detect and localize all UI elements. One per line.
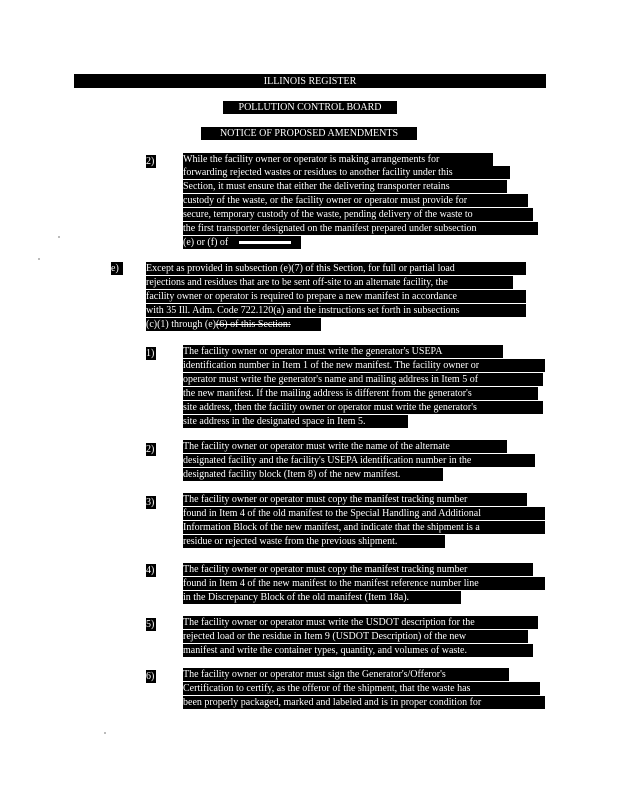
paraE-number: e) [111,262,123,275]
item6-number: 6) [146,671,155,682]
paraE-line-text: (c)(1) through (e) [146,319,216,330]
struck-text: (6) of this Section: [215,319,291,330]
item2-line: designated facility and the facility's USEPA identification number in the [183,454,535,467]
item1-line: site address, then the facility owner or operator must write the generator's [183,401,543,414]
paraE-line: rejections and residues that are to be sent off-site to an alternate facility, the [146,276,513,289]
item3-line: Information Block of the new manifest, and indicate that the shipment is a [183,521,545,534]
item1-line: the new manifest. If the mailing address is different from the generator's [183,387,538,400]
paraE-line: Except as provided in subsection (e)(7) of this Section, for full or partial load [146,262,526,275]
paraE-line: with 35 Ill. Adm. Code 722.120(a) and the instructions set forth in subsections [146,304,526,317]
scan-speck [38,258,40,260]
item3-line: found in Item 4 of the old manifest to the Special Handling and Additional [183,507,545,520]
para2-line: Section, it must ensure that either the delivering transporter retains [183,180,507,193]
paraE-line: facility owner or operator is required to prepare a new manifest in accordance [146,290,526,303]
item5-number: 5) [146,619,155,630]
item2-line: The facility owner or operator must write the name of the alternate [183,440,507,453]
item5-line: rejected load or the residue in Item 9 (USDOT Description) of the new [183,630,528,643]
item6-line: Certification to certify, as the offeror of the shipment, that the waste has [183,682,540,695]
item2-line: designated facility block (Item 8) of the new manifest. [183,468,443,481]
para2-line: the first transporter designated on the manifest prepared under subsection [183,222,538,235]
item6-line: been properly packaged, marked and labeled and is in proper condition for [183,696,545,709]
item4-line: The facility owner or operator must copy the manifest tracking number [183,563,533,576]
notice-title: NOTICE OF PROPOSED AMENDMENTS [201,127,417,140]
scan-speck [104,732,106,734]
para2-line: secure, temporary custody of the waste, pending delivery of the waste to [183,208,533,221]
para2-line-last [183,236,301,249]
board-title: POLLUTION CONTROL BOARD [223,101,397,114]
para2-line: While the facility owner or operator is making arrangements for [183,153,493,166]
item1-line: The facility owner or operator must write the generator's USEPA [183,345,503,358]
item3-line: residue or rejected waste from the previous shipment. [183,535,445,548]
item1-line: operator must write the generator's name and mailing address in Item 5 of [183,373,543,386]
scan-speck [58,236,60,238]
item5-line: manifest and write the container types, quantity, and volumes of waste. [183,644,533,657]
item4-line: found in Item 4 of the new manifest to the manifest reference number line [183,577,545,590]
item2-number: 2) [146,444,155,455]
item6-line: The facility owner or operator must sign the Generator's/Offeror's [183,668,509,681]
para2-line: custody of the waste, or the facility owner or operator must provide for [183,194,528,207]
item3-number: 3) [146,497,155,508]
redaction-mark [239,241,291,244]
para2-number: 2) [146,156,155,167]
para2-line: forwarding rejected wastes or residues to another facility under this [183,166,510,179]
item1-line: site address in the designated space in Item 5. [183,415,408,428]
para2-line-text: (e) or (f) of [183,237,229,248]
item1-number: 1) [146,348,155,359]
paraE-line-last [146,318,321,331]
item4-line: in the Discrepancy Block of the old manifest (Item 18a). [183,591,461,604]
item5-line: The facility owner or operator must write the USDOT description for the [183,616,538,629]
item1-line: identification number in Item 1 of the new manifest. The facility owner or [183,359,545,372]
item4-number: 4) [146,565,155,576]
register-title: ILLINOIS REGISTER [74,75,546,88]
item3-line: The facility owner or operator must copy the manifest tracking number [183,493,527,506]
